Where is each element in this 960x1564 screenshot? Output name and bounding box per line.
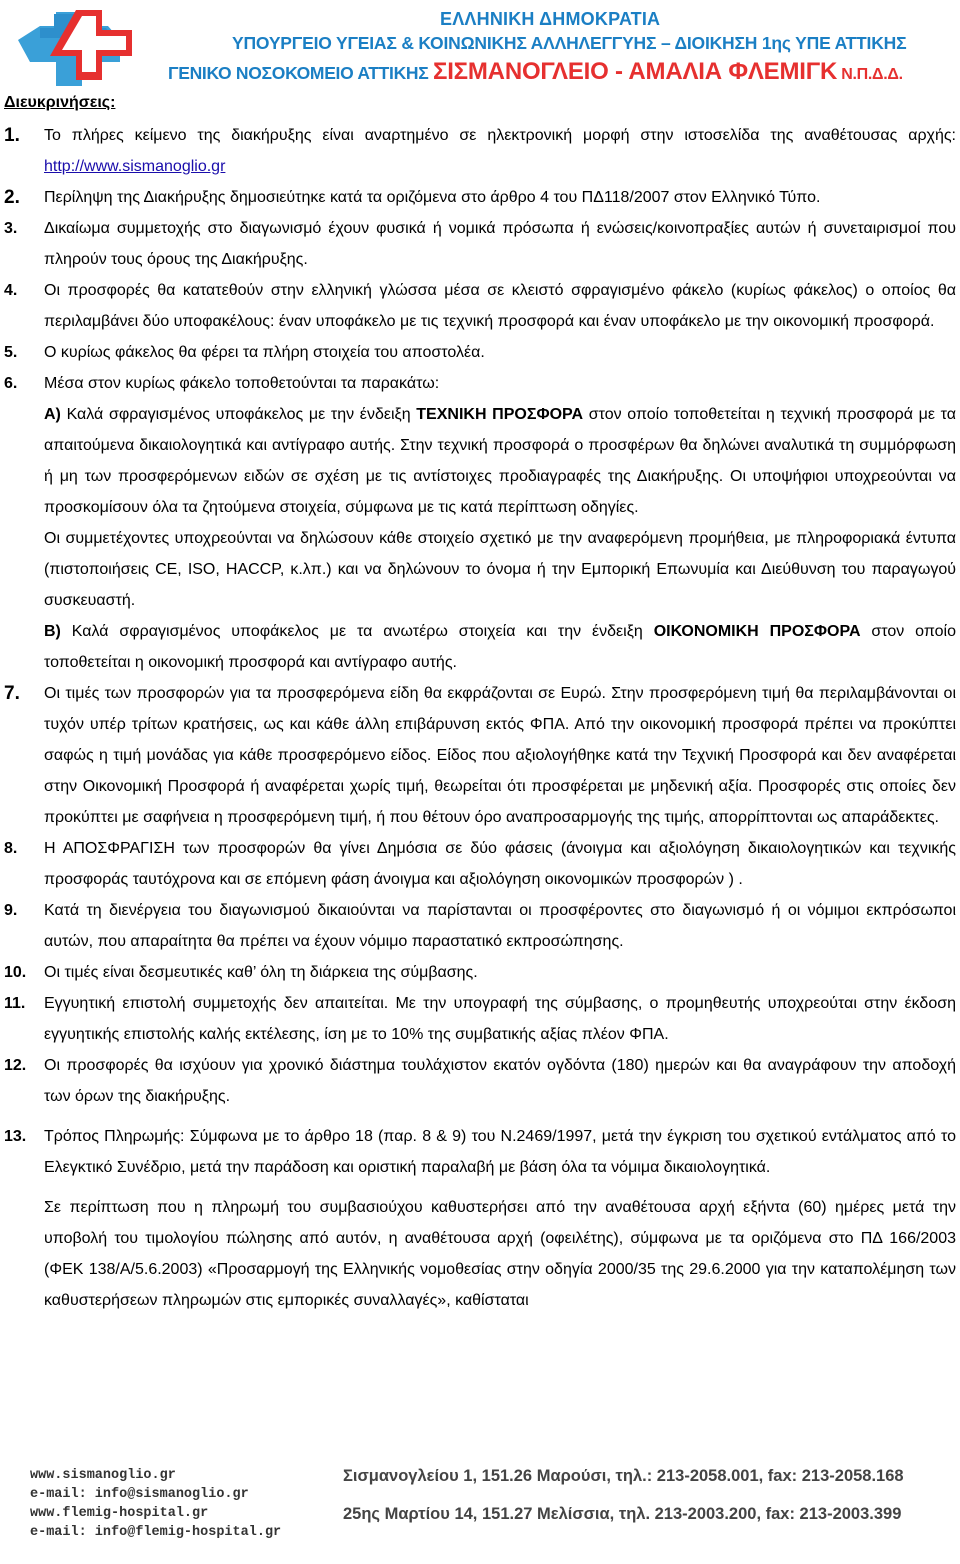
hospital-name: ΣΙΣΜΑΝΟΓΛΕΙΟ - ΑΜΑΛΙΑ ΦΛΕΜΙΓΚ: [433, 58, 838, 85]
list-item: 2. Περίληψη της Διακήρυξης δημοσιεύτηκε κατά τα οριζόμενα στο άρθρο 4 του ΠΔ118/2007 στον Ελληνικό Τύπο.: [4, 187, 821, 208]
list-item: 7. Οι τιμές των προσφορών για τα προσφερόμενα είδη θα εκφράζονται σε Ευρώ. Στην προσφερόμενη τιμή θα περιλαμβάνονται οι τυχόν υπέρ τρίτων κρατήσεις, ως και κάθε άλλη επιβάρυνση εκτός ΦΠΑ. Από την οικονομική προσφορά πρέπει να προκύπτει σαφώς η τιμή μονάδας για κάθε προσφερόμενο είδος. Είδος που αξιολογήθηκε κατά την Τεχνική Προσφορά και δεν αναφέρεται στην Οικονομική Προσφορά ή αναφέρεται χωρίς τιμή, θεωρείται ότι προσφέρεται με μηδενική αξία. Προσφορές στις οποίες δεν προκύπτει με σαφήνεια η προσφερόμενη τιμή, ή που θέτουν όρο αναπροσαρμογής της τιμής, απορρίπτονται ως απαράδεκτες.: [4, 683, 956, 826]
list-item: 3. Δικαίωμα συμμετοχής στο διαγωνισμό έχουν φυσικά ή νομικά πρόσωπα ή ενώσεις/κοινοπραξίες αυτών ή συνεταιρισμοί που πληρούν τους όρους της Διακήρυξης.: [4, 220, 956, 268]
footer-address-marousi: Σισμανογλείου 1, 151.26 Μαρούσι, τηλ.: 213-2058.001, fax: 213-2058.168: [343, 1467, 904, 1485]
footer-address-melissia: 25ης Μαρτίου 14, 151.27 Μελίσσια, τηλ. 213-2003.200, fax: 213-2003.399: [343, 1505, 902, 1523]
list-item: 6. Μέσα στον κυρίως φάκελο τοποθετούνται τα παρακάτω: Α) Καλά σφραγισμένος υποφάκελος με την ένδειξη ΤΕΧΝΙΚΗ ΠΡΟΣΦΟΡΑ στον οποίο τοποθετείται η τεχνική προσφορά με τα απαιτούμενα δικαιολογητικά και αντίγραφο αυτής. Στην τεχνική προσφορά ο προσφέρων θα δηλώνει αναλυτικά τη συμμόρφωση ή μη των προσφερόμενων ειδών σε σχέση με τις αντίστοιχες προδιαγραφές της Διακήρυξης. Οι υποψήφιοι υποχρεούνται να προσκομίσουν όλα τα ζητούμενα στοιχεία, σύμφωνα με τις κατά περίπτωση οδηγίες. Οι συμμετέχοντες υποχρεούνται να δηλώσουν κάθε στοιχείο σχετικό με την αναφερόμενη προμήθεια, με πληροφοριακά έντυπα (πιστοποιήσεις CE, ISO, HACCP, κ.λπ.) και να δηλώνουν το όνομα ή την Εμπορική Επωνυμία και Διεύθυνση του παραγωγού συσκευαστή. Β) Καλά σφραγισμένος υποφάκελος με τα ανωτέρω στοιχεία και την ένδειξη ΟΙΚΟΝΟΜΙΚΗ ΠΡΟΣΦΟΡΑ στον οποίο τοποθετείται η οικονομική προσφορά και αντίγραφο αυτής.: [4, 375, 957, 671]
list-item: 5. Ο κυρίως φάκελος θα φέρει τα πλήρη στοιχεία του αποστολέα.: [4, 344, 485, 361]
page-header: [0, 0, 960, 92]
footer-mail-sismanoglio: e-mail: info@sismanoglio.gr: [30, 1487, 249, 1502]
list-item: 1. Το πλήρες κείμενο της διακήρυξης είναι αναρτημένο σε ηλεκτρονική μορφή στην ιστοσελίδα της αναθέτουσας αρχής: http://www.sismanoglio.gr: [4, 125, 956, 175]
list-item: 11. Εγγυητική επιστολή συμμετοχής δεν απαιτείται. Με την υπογραφή της σύμβασης, ο προμηθευτής υποχρεούται στην έκδοση εγγυητικής επιστολής καλής εκτέλεσης, ίση με το 10% της συμβατικής αξίας πλέον ΦΠΑ.: [4, 995, 956, 1043]
list-item: 4. Οι προσφορές θα κατατεθούν στην ελληνική γλώσσα μέσα σε κλειστό σφραγισμένο φάκελο (κυρίως φάκελος) ο οποίος θα περιλαμβάνει δύο υποφακέλους: έναν υποφάκελο με τις τεχνική προσφορά και έναν υποφάκελο με την οικονομική προσφορά.: [4, 282, 956, 330]
header-country: ΕΛΛΗΝΙΚΗ ΔΗΜΟΚΡΑΤΙΑ: [440, 9, 661, 29]
footer-web-flemig: www.flemig-hospital.gr: [30, 1506, 209, 1521]
section-title: Διευκρινήσεις:: [4, 94, 116, 111]
hospital-cross-logo: [10, 6, 138, 92]
page-footer: [0, 1462, 960, 1564]
clarifications-list: [4, 120, 956, 1316]
list-item: 10. Οι τιμές είναι δεσμευτικές καθ’ όλη τη διάρκεια της σύμβασης.: [4, 964, 478, 981]
payment-delay-paragraph: Σε περίπτωση που η πληρωμή του συμβασιούχου καθυστερήσει από την αναθέτουσα αρχή εξήντα (60) ημέρες μετά την υποβολή του τιμολογίου πώλησης από αυτόν, η αναθέτουσα αρχή (οφειλέτης), σύμφωνα με τα οριζόμενα στο ΠΔ 166/2003 (ΦΕΚ 138/Α/5.6.2003) «Προσαρμογή της Ελληνικής νομοθεσίας στην οδηγία 2000/35 της 29.6.2000 για την καταπολέμηση των καθυστερήσεων πληρωμών στις εμπορικές συναλλαγές», καθίσταται: [44, 1199, 956, 1309]
header-hospital: ΓΕΝΙΚΟ ΝΟΣΟΚΟΜΕΙΟ ΑΤΤΙΚΗΣ ΣΙΣΜΑΝΟΓΛΕΙΟ - ΑΜΑΛΙΑ ΦΛΕΜΙΓΚ Ν.Π.Δ.Δ.: [168, 58, 903, 85]
list-item: 12. Οι προσφορές θα ισχύουν για χρονικό διάστημα τουλάχιστον εκατόν ογδόντα (180) ημερών και θα αναγράφουν την αποδοχή των όρων της διακήρυξης.: [4, 1057, 956, 1105]
footer-addresses: [343, 1464, 904, 1526]
footer-contacts: [30, 1466, 281, 1542]
header-ministry: ΥΠΟΥΡΓΕΙΟ ΥΓΕΙΑΣ & ΚΟΙΝΩΝΙΚΗΣ ΑΛΛΗΛΕΓΓΥΗΣ – ΔΙΟΙΚΗΣΗ 1ης ΥΠΕ ΑΤΤΙΚΗΣ: [232, 33, 907, 53]
list-item: 8. Η ΑΠΟΣΦΡΑΓΙΣΗ των προσφορών θα γίνει Δημόσια σε δύο φάσεις (άνοιγμα και αξιολόγηση δικαιολογητικών και τεχνικής προσφοράς ταυτόχρονα και σε επόμενη φάση άνοιγμα και αξιολόγηση οικονομικών προσφορών ) .: [4, 840, 956, 888]
footer-mail-flemig: e-mail: info@flemig-hospital.gr: [30, 1525, 282, 1540]
list-item: 9. Κατά τη διενέργεια του διαγωνισμού δικαιούνται να παρίστανται οι προσφέροντες στο διαγωνισμό ή οι νόμιμοι εκπρόσωποι αυτών, που απαραίτητα θα πρέπει να έχουν νόμιμο παραστατικό εκπροσώπησης.: [4, 902, 956, 950]
list-item: 13. Τρόπος Πληρωμής: Σύμφωνα με το άρθρο 18 (παρ. 8 & 9) του Ν.2469/1997, μετά την έγκριση του σχετικού εντάλματος από το Ελεγκτικό Συνέδριο, μετά την παράδοση και οριστική παραλαβή με βάση όλα τα νόμιμα δικαιολογητικά.: [4, 1128, 956, 1176]
website-link[interactable]: http://www.sismanoglio.gr: [44, 158, 226, 175]
footer-web-sismanoglio: www.sismanoglio.gr: [30, 1468, 176, 1483]
